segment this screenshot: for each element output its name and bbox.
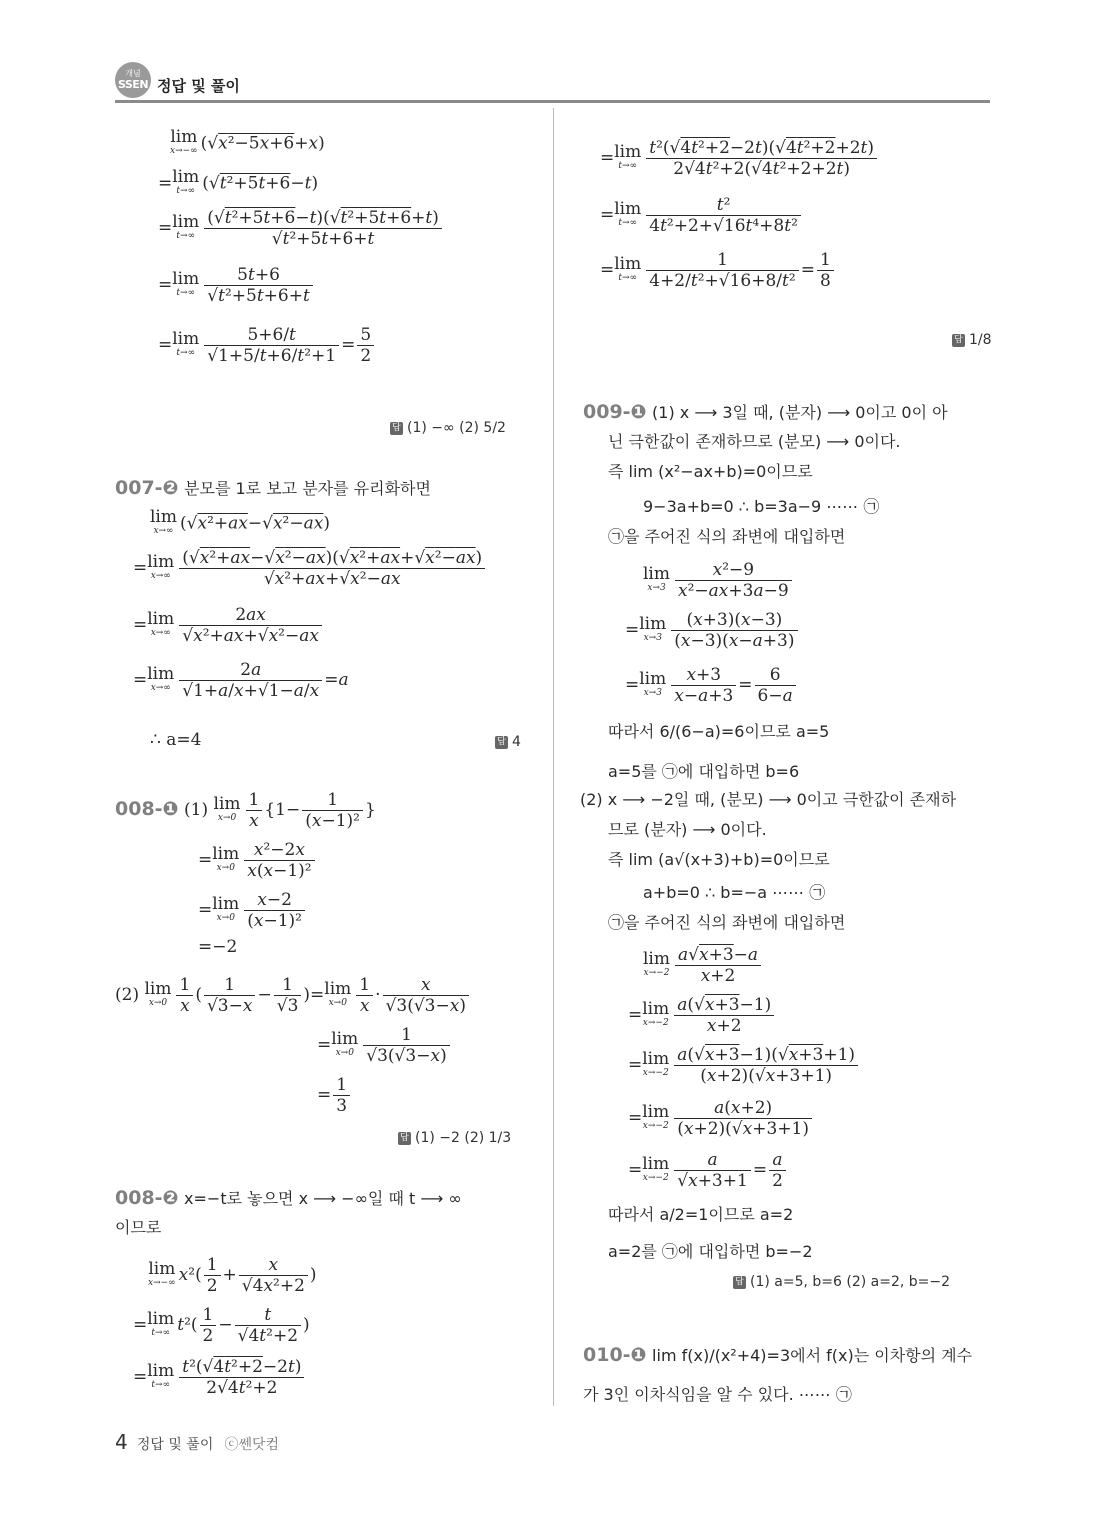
problem-007-heading: 007-❷ 분모를 1로 보고 분자를 유리화하면: [115, 477, 431, 499]
text-line: a+b=0 ∴ b=−a ⋯⋯ ㉠: [643, 883, 826, 902]
answer-icon: 답: [733, 1276, 746, 1289]
problem-009-heading: 009-❶ (1) x ⟶ 3일 때, (분자) ⟶ 0이고 0이 아: [583, 401, 948, 423]
problem-number: 008-❷: [115, 1187, 179, 1209]
math-line: lim x→−2 $\frac{a√x+3-a}{x+2}$: [643, 945, 763, 986]
page-header: [115, 62, 990, 104]
text-line: 따라서 a/2=1이므로 a=2: [608, 1205, 794, 1224]
footer-title: 정답 및 풀이: [136, 1437, 214, 1453]
text-line: 즉 lim (x²−ax+b)=0이므로: [608, 462, 813, 481]
math-line: = lim x→3 $\frac{(x+3)(x-3)}{(x-3)(x-a+3)}$: [625, 610, 800, 651]
conclusion-007: ∴ a=4: [150, 730, 202, 750]
math-line: = lim t→∞ t²( $\frac{1}{2}$ − $\frac{t}{\text{√4t²+2}}$ ): [133, 1305, 310, 1346]
problem-010-heading: 010-❶ lim f(x)/(x²+4)=3에서 f(x)는 이차항의 계수: [583, 1344, 973, 1366]
math-line: = lim x→0 $\frac{1}{√3(√3-x)}$: [317, 1025, 452, 1066]
math-line: = lim x→0 $\frac{x-2}{\text{(x−1)²}}$: [198, 890, 307, 931]
math-line: =−2: [198, 937, 238, 957]
problem-008b-text: 이므로: [115, 1218, 162, 1237]
math-line: lim x→−∞ x²( $\frac{1}{2}$ + $\frac{x}{\text{√4x²+2}}$ ): [148, 1255, 317, 1296]
math-line: lim x→∞ (√x²+ax−√x²−ax): [150, 507, 330, 536]
problem-number: 008-❶: [115, 798, 179, 820]
header-title: 정답 및 풀이: [157, 77, 240, 95]
math-line: = $\frac{1}{3}$: [317, 1075, 352, 1116]
brand-logo: 개념 SSEN: [115, 62, 151, 98]
page-footer: [115, 1430, 279, 1454]
text-line: 즉 lim (a√(x+3)+b)=0이므로: [608, 850, 830, 869]
math-line: = lim t→∞ $\frac{\text{t²(√4t²+2−2t)}}{\text{2√4t²+2}}$: [133, 1357, 306, 1398]
header-rule: [115, 100, 990, 103]
answer-icon: 답: [495, 736, 508, 749]
text-line: 므로 (분자) ⟶ 0이다.: [608, 820, 767, 839]
answer-icon: 답: [390, 422, 403, 435]
problem-008b-heading: 008-❷ x=−t로 놓으면 x ⟶ −∞일 때 t ⟶ ∞: [115, 1187, 462, 1209]
answer-icon: 답: [952, 334, 965, 347]
math-line: = lim t→∞ $\frac{\text{t²(√4t²+2−2t)(√4t²+2+2t)}}{\text{2√4t²+2(√4t²+2+2t)}}$: [600, 138, 879, 179]
math-line: lim x→−∞ (√x²−5x+6+x): [170, 127, 325, 156]
problem-number: 010-❶: [583, 1344, 647, 1366]
answer-009: 답 (1) a=5, b=6 (2) a=2, b=−2: [733, 1272, 950, 1292]
problem-number: 009-❶: [583, 401, 647, 423]
text-line: ㉠을 주어진 식의 좌변에 대입하면: [608, 527, 846, 546]
math-line: = lim x→∞ $\frac{\text{(√x²+ax−√x²−ax)(√x²+ax+√x²−ax)}}{\text{√x²+ax+√x²−ax}}$: [133, 548, 487, 589]
answer-007: 답 4: [495, 732, 521, 752]
math-line: = lim t→∞ $\frac{1}{\text{4+2/t²+√16+8/t²}}$ = $\frac{1}{8}$: [600, 250, 836, 291]
math-line: = lim x→−2 $\frac{a}{√x+3+1}$ = $\frac{a}{2}$: [628, 1150, 788, 1191]
math-line: = lim x→0 $\frac{\text{x²−2x}}{\text{x(x−1)²}}$: [198, 840, 317, 881]
math-line: = lim x→∞ $\frac{2ax}{\text{√x²+ax+√x²−ax}}$: [133, 605, 324, 646]
column-divider: [553, 108, 554, 1406]
math-line: = lim t→∞ $\frac{\text{t²}}{\text{4t²+2+√16t⁴+8t²}}$: [600, 195, 803, 236]
math-line: = lim x→3 $\frac{x+3}{x-a+3}$ = $\frac{6}{6-a}$: [625, 665, 798, 706]
answer-008a: 답 (1) −2 (2) 1/3: [398, 1128, 511, 1148]
math-line: (2) lim x→0 $\frac{1}{x}$ ( $\frac{1}{√3-x}$ − $\frac{1}{√3}$ )= lim x→0 $\frac{1}{x}$ · $\frac{x}{√3(√3-x)}$: [115, 975, 471, 1016]
math-line: = lim x→∞ $\frac{2a}{√1+a/x+√1-a/x}$ =a: [133, 660, 349, 701]
answer-icon: 답: [398, 1132, 411, 1145]
text-line: a=2를 ㉠에 대입하면 b=−2: [608, 1242, 813, 1261]
math-line: = lim t→∞ $\frac{5+6/t}{\text{√1+5/t+6/t²+1}}$ = $\frac{5}{2}$: [158, 325, 376, 366]
answer-008b: 답 1/8: [952, 330, 992, 350]
text-line: 닌 극한값이 존재하므로 (분모) ⟶ 0이다.: [608, 432, 901, 451]
problem-008a-heading: 008-❶ (1) lim x→0 $\frac{1}{x}$ {1− $\frac{1}{\text{(x−1)²}}$ }: [115, 790, 376, 831]
problem-number: 007-❷: [115, 477, 179, 499]
math-line: lim x→3 $\frac{\text{x²−9}}{\text{x²−ax+3a−9}}$: [643, 560, 794, 601]
math-line: = lim t→∞ $\frac{\text{(√t²+5t+6−t)(√t²+5t+6+t)}}{\text{√t²+5t+6+t}}$: [158, 208, 444, 249]
answer-006: 답 (1) −∞ (2) 5/2: [390, 418, 506, 438]
math-line: = lim x→−2 $\frac{a(√x+3-1)(√x+3+1)}{(x+2)(√x+3+1)}$: [628, 1045, 860, 1086]
text-line: 9−3a+b=0 ∴ b=3a−9 ⋯⋯ ㉠: [643, 497, 880, 516]
page-number: 4: [115, 1430, 128, 1454]
math-line: = lim x→−2 $\frac{a(x+2)}{(x+2)(√x+3+1)}$: [628, 1098, 814, 1139]
text-line: a=5를 ㉠에 대입하면 b=6: [608, 762, 800, 781]
math-line: = lim t→∞ $\frac{5t+6}{\text{√t²+5t+6+t}}$: [158, 265, 315, 306]
math-line: = lim x→−2 $\frac{a(√x+3-1)}{x+2}$: [628, 995, 776, 1036]
text-line: (2) x ⟶ −2일 때, (분모) ⟶ 0이고 극한값이 존재하: [580, 790, 957, 809]
text-line: ㉠을 주어진 식의 좌변에 대입하면: [608, 913, 846, 932]
text-line: 따라서 6/(6−a)=6이므로 a=5: [608, 722, 830, 741]
math-line: = lim t→∞ (√t²+5t+6−t): [158, 167, 319, 196]
watermark: ⓒ쎈닷컴: [224, 1437, 280, 1453]
text-line: 가 3인 이차식임을 알 수 있다. ⋯⋯ ㉠: [583, 1385, 852, 1404]
